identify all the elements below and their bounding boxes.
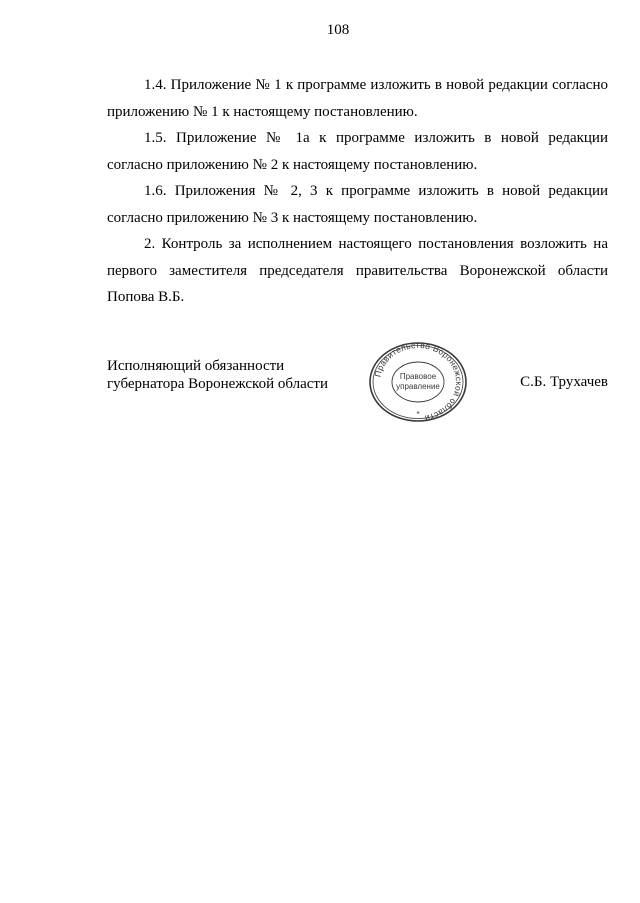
stamp-center-line-2: управление [396, 382, 440, 391]
signatory-name: С.Б. Трухачев [520, 374, 608, 390]
stamp-star: * [416, 410, 420, 419]
stamp-ring-text: Правительство Воронежской области [372, 341, 465, 423]
paragraph-1-5: 1.5. Приложение № 1а к программе изложить в новой редакции согласно приложению № 2 к настоящему постановлению. [107, 130, 608, 173]
page-number: 108 [326, 22, 350, 38]
paragraph-1-4: 1.4. Приложение № 1 к программе изложить в новой редакции согласно приложению № 1 к настоящему постановлению. [107, 77, 608, 120]
stamp-center-line-1: Правовое [399, 372, 437, 381]
document-body [107, 72, 608, 311]
signatory-title-line-2: губернатора Воронежской области [107, 376, 328, 392]
paragraph-2: 2. Контроль за исполнением настоящего постановления возложить на первого заместителя председателя правительства Воронежской области Попова В.Б. [107, 236, 608, 305]
stamp-seal-graphic [367, 341, 469, 423]
paragraph-1-6: 1.6. Приложения № 2, 3 к программе изложить в новой редакции согласно приложению № 3 к настоящему постановлению. [107, 183, 608, 226]
signature-block [107, 341, 608, 427]
official-stamp [367, 341, 469, 423]
signatory-title [107, 357, 328, 393]
signatory-title-line-1: Исполняющий обязанности [107, 358, 285, 374]
